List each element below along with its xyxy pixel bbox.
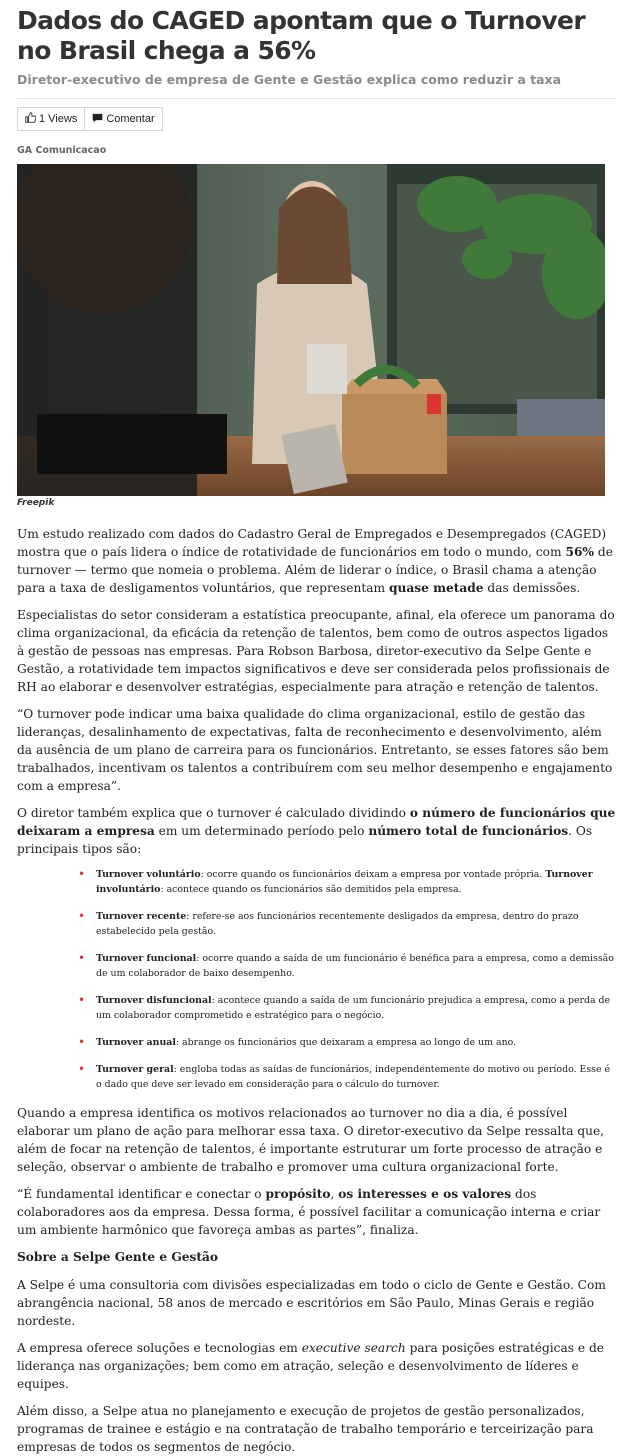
paragraph: Especialistas do setor consideram a estatística preocupante, afinal, ela oferece um panorama do clima organizacional, da eficácia da retenção de talentos, bem como de outros aspectos ligados à gestão de pessoas nas empresas. Para Robson Barbosa, diretor-executivo da Selpe Gente e Gestão, a rotatividade tem impactos significativos e deve ser considerada pelos profissionais de RH ao elaborar e desenvolver estratégias, especialmente para atração e retenção de talentos. xyxy=(17,608,615,694)
list-item: • Turnover disfuncional: acontece quando a saída de um funcionário prejudica a empresa, como a perda de um colaborador comprometido e estratégico para o negócio. xyxy=(78,993,611,1021)
comment-button[interactable] xyxy=(85,107,162,131)
bullet-icon: • xyxy=(78,867,86,881)
views-button[interactable] xyxy=(17,107,85,131)
bullet-icon: • xyxy=(78,909,86,923)
list-item: • Turnover anual: abrange os funcionários que deixaram a empresa ao longo de um ano. xyxy=(78,1035,517,1049)
thumbs-up-icon xyxy=(25,112,36,126)
paragraph: A empresa oferece soluções e tecnologias em executive search para posições estratégicas e de liderança nas organizações; bem como em atração, seleção e desenvolvimento de líderes e equipes. xyxy=(17,1341,604,1391)
article-photo xyxy=(17,164,605,496)
bullet-icon: • xyxy=(78,1035,86,1049)
paragraph: Além disso, a Selpe atua no planejamento e execução de projetos de gestão personalizados, programas de trainee e estágio e na contratação de trabalho temporário e terceirização para empresas de todos os segmentos de negócio. xyxy=(17,1404,594,1454)
paragraph: O diretor também explica que o turnover é calculado dividindo o número de funcionários que deixaram a empresa em um determinado período pelo número total de funcionários. Os principais tipos são: xyxy=(17,806,616,856)
article-body xyxy=(17,525,616,1456)
bullet-icon: • xyxy=(78,993,86,1007)
author-name: GA Comunicacao xyxy=(17,145,107,156)
bullet-icon: • xyxy=(78,951,86,965)
paragraph: Um estudo realizado com dados do Cadastro Geral de Empregados e Desempregados (CAGED) mostra que o país lidera o índice de rotatividade de funcionários em todo o mundo, com 56% de turnover — termo que nomeia o problema. Além de liderar o índice, o Brasil chama a atenção para a taxa de desligamentos voluntários, que representam quase metade das demissões. xyxy=(17,527,613,595)
article-subtitle: Diretor-executivo de empresa de Gente e Gestão explica como reduzir a taxa xyxy=(17,72,562,87)
photo-caption: Freepik xyxy=(17,498,55,508)
article-actions xyxy=(17,107,616,131)
section-heading: Sobre a Selpe Gente e Gestão xyxy=(17,1250,219,1264)
quote-paragraph: “É fundamental identificar e conectar o propósito, os interesses e os valores dos colaboradores aos da empresa. Dessa forma, é possível facilitar a comunicação interna e criar um ambiente harmônico que favoreça ambas as partes”, finaliza. xyxy=(17,1187,601,1237)
comment-label: Comentar xyxy=(106,113,155,125)
bullet-icon: • xyxy=(78,1062,86,1076)
list-item: • Turnover geral: engloba todas as saídas de funcionários, independentemente do motivo ou período. Esse é o dado que deve ser levado em consideração para o cálculo do turnover. xyxy=(78,1062,611,1090)
divider xyxy=(17,98,616,99)
views-label: 1 Views xyxy=(39,113,78,125)
paragraph: Quando a empresa identifica os motivos relacionados ao turnover no dia a dia, é possível elaborar um plano de ação para melhorar essa taxa. O diretor-executivo da Selpe ressalta que, além de focar na retenção de talentos, é importante estruturar um forte processo de atração e seleção, observar o ambiente de trabalho e promover uma cultura organizacional forte. xyxy=(17,1106,605,1174)
list-item: • Turnover funcional: ocorre quando a saída de um funcionário é benéfica para a empresa, como a demissão de um colaborador de baixo desempenho. xyxy=(78,951,614,979)
article-title: Dados do CAGED apontam que o Turnover no Brasil chega a 56% xyxy=(17,6,586,65)
paragraph: A Selpe é uma consultoria com divisões especializadas em todo o ciclo de Gente e Gestão. Com abrangência nacional, 58 anos de mercado e escritórios em São Paulo, Minas Gerais e região nordeste. xyxy=(17,1278,606,1328)
speech-bubble-icon xyxy=(92,113,103,126)
list-item: • Turnover voluntário: ocorre quando os funcionários deixam a empresa por vontade própria. Turnover involuntário: acontece quando os funcionários são demitidos pela empresa. xyxy=(78,867,593,895)
turnover-types-list xyxy=(17,867,616,1092)
list-item: • Turnover recente: refere-se aos funcionários recentemente desligados da empresa, dentro do prazo estabelecido pela gestão. xyxy=(78,909,579,937)
quote-paragraph: “O turnover pode indicar uma baixa qualidade do clima organizacional, estilo de gestão das lideranças, desalinhamento de expectativas, falta de reconhecimento e desenvolvimento, além da ausência de um plano de carreira para os funcionários. Entretanto, se esses fatores são bem trabalhados, incentivam os talentos a contribuírem com seu melhor desempenho e engajamento com a empresa”. xyxy=(17,707,613,793)
